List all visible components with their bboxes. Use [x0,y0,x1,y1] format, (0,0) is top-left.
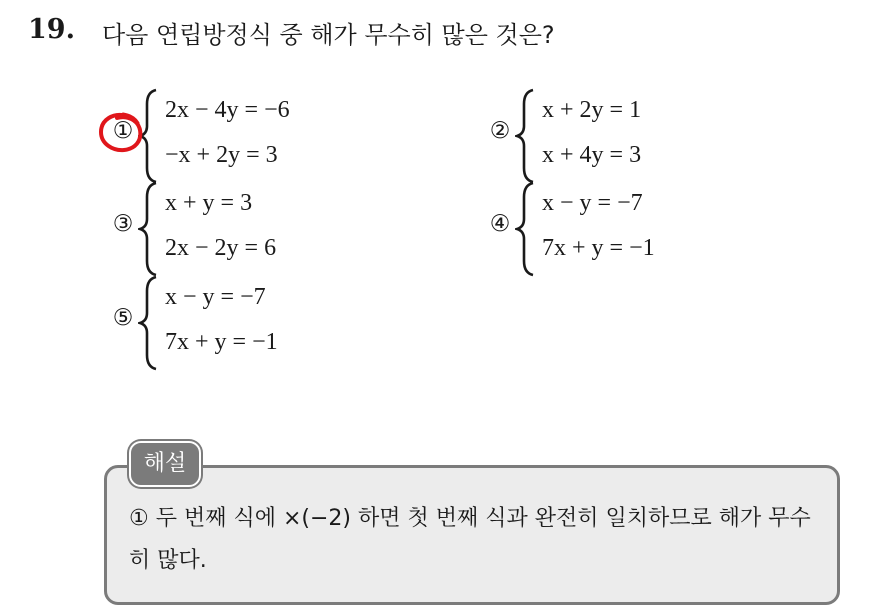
left-brace-icon [138,275,160,371]
choice-4[interactable] [485,181,845,277]
choice-1-equation-2: −x + 2y = 3 [165,142,278,168]
choice-4-marker: ④ [489,211,511,237]
choice-2[interactable] [485,88,845,184]
choice-1[interactable] [108,88,468,184]
choice-1-equation-1: 2x − 4y = −6 [165,97,290,123]
solution-label: 해설 [129,441,201,487]
choice-3-marker: ③ [112,211,134,237]
left-brace-icon [515,181,537,277]
choice-5-equation-2: 7x + y = −1 [165,329,278,355]
choice-3-equation-1: x + y = 3 [165,190,253,216]
answer-circle-icon [97,110,145,154]
choice-2-marker: ② [489,118,511,144]
choice-3-equation-2: 2x − 2y = 6 [165,235,277,261]
solution-box [104,465,840,605]
question-text: 다음 연립방정식 중 해가 무수히 많은 것은? [102,21,555,49]
choice-2-equation-1: x + 2y = 1 [542,97,642,123]
left-brace-icon [138,181,160,277]
choice-1-marker: ① [112,118,134,144]
left-brace-icon [515,88,537,184]
choice-4-equation-1: x − y = −7 [542,190,643,216]
choice-5[interactable] [108,275,468,371]
solution-text: ① 두 번째 식에 ×(−2) 하면 첫 번째 식과 완전히 일치하므로 해가 무수히 많다. [129,506,811,573]
choice-5-equation-1: x − y = −7 [165,284,266,310]
question-number: 19. [28,14,75,45]
choice-5-marker: ⑤ [112,305,134,331]
choice-3[interactable] [108,181,468,277]
choice-2-equation-2: x + 4y = 3 [542,142,642,168]
choice-4-equation-2: 7x + y = −1 [542,235,655,261]
